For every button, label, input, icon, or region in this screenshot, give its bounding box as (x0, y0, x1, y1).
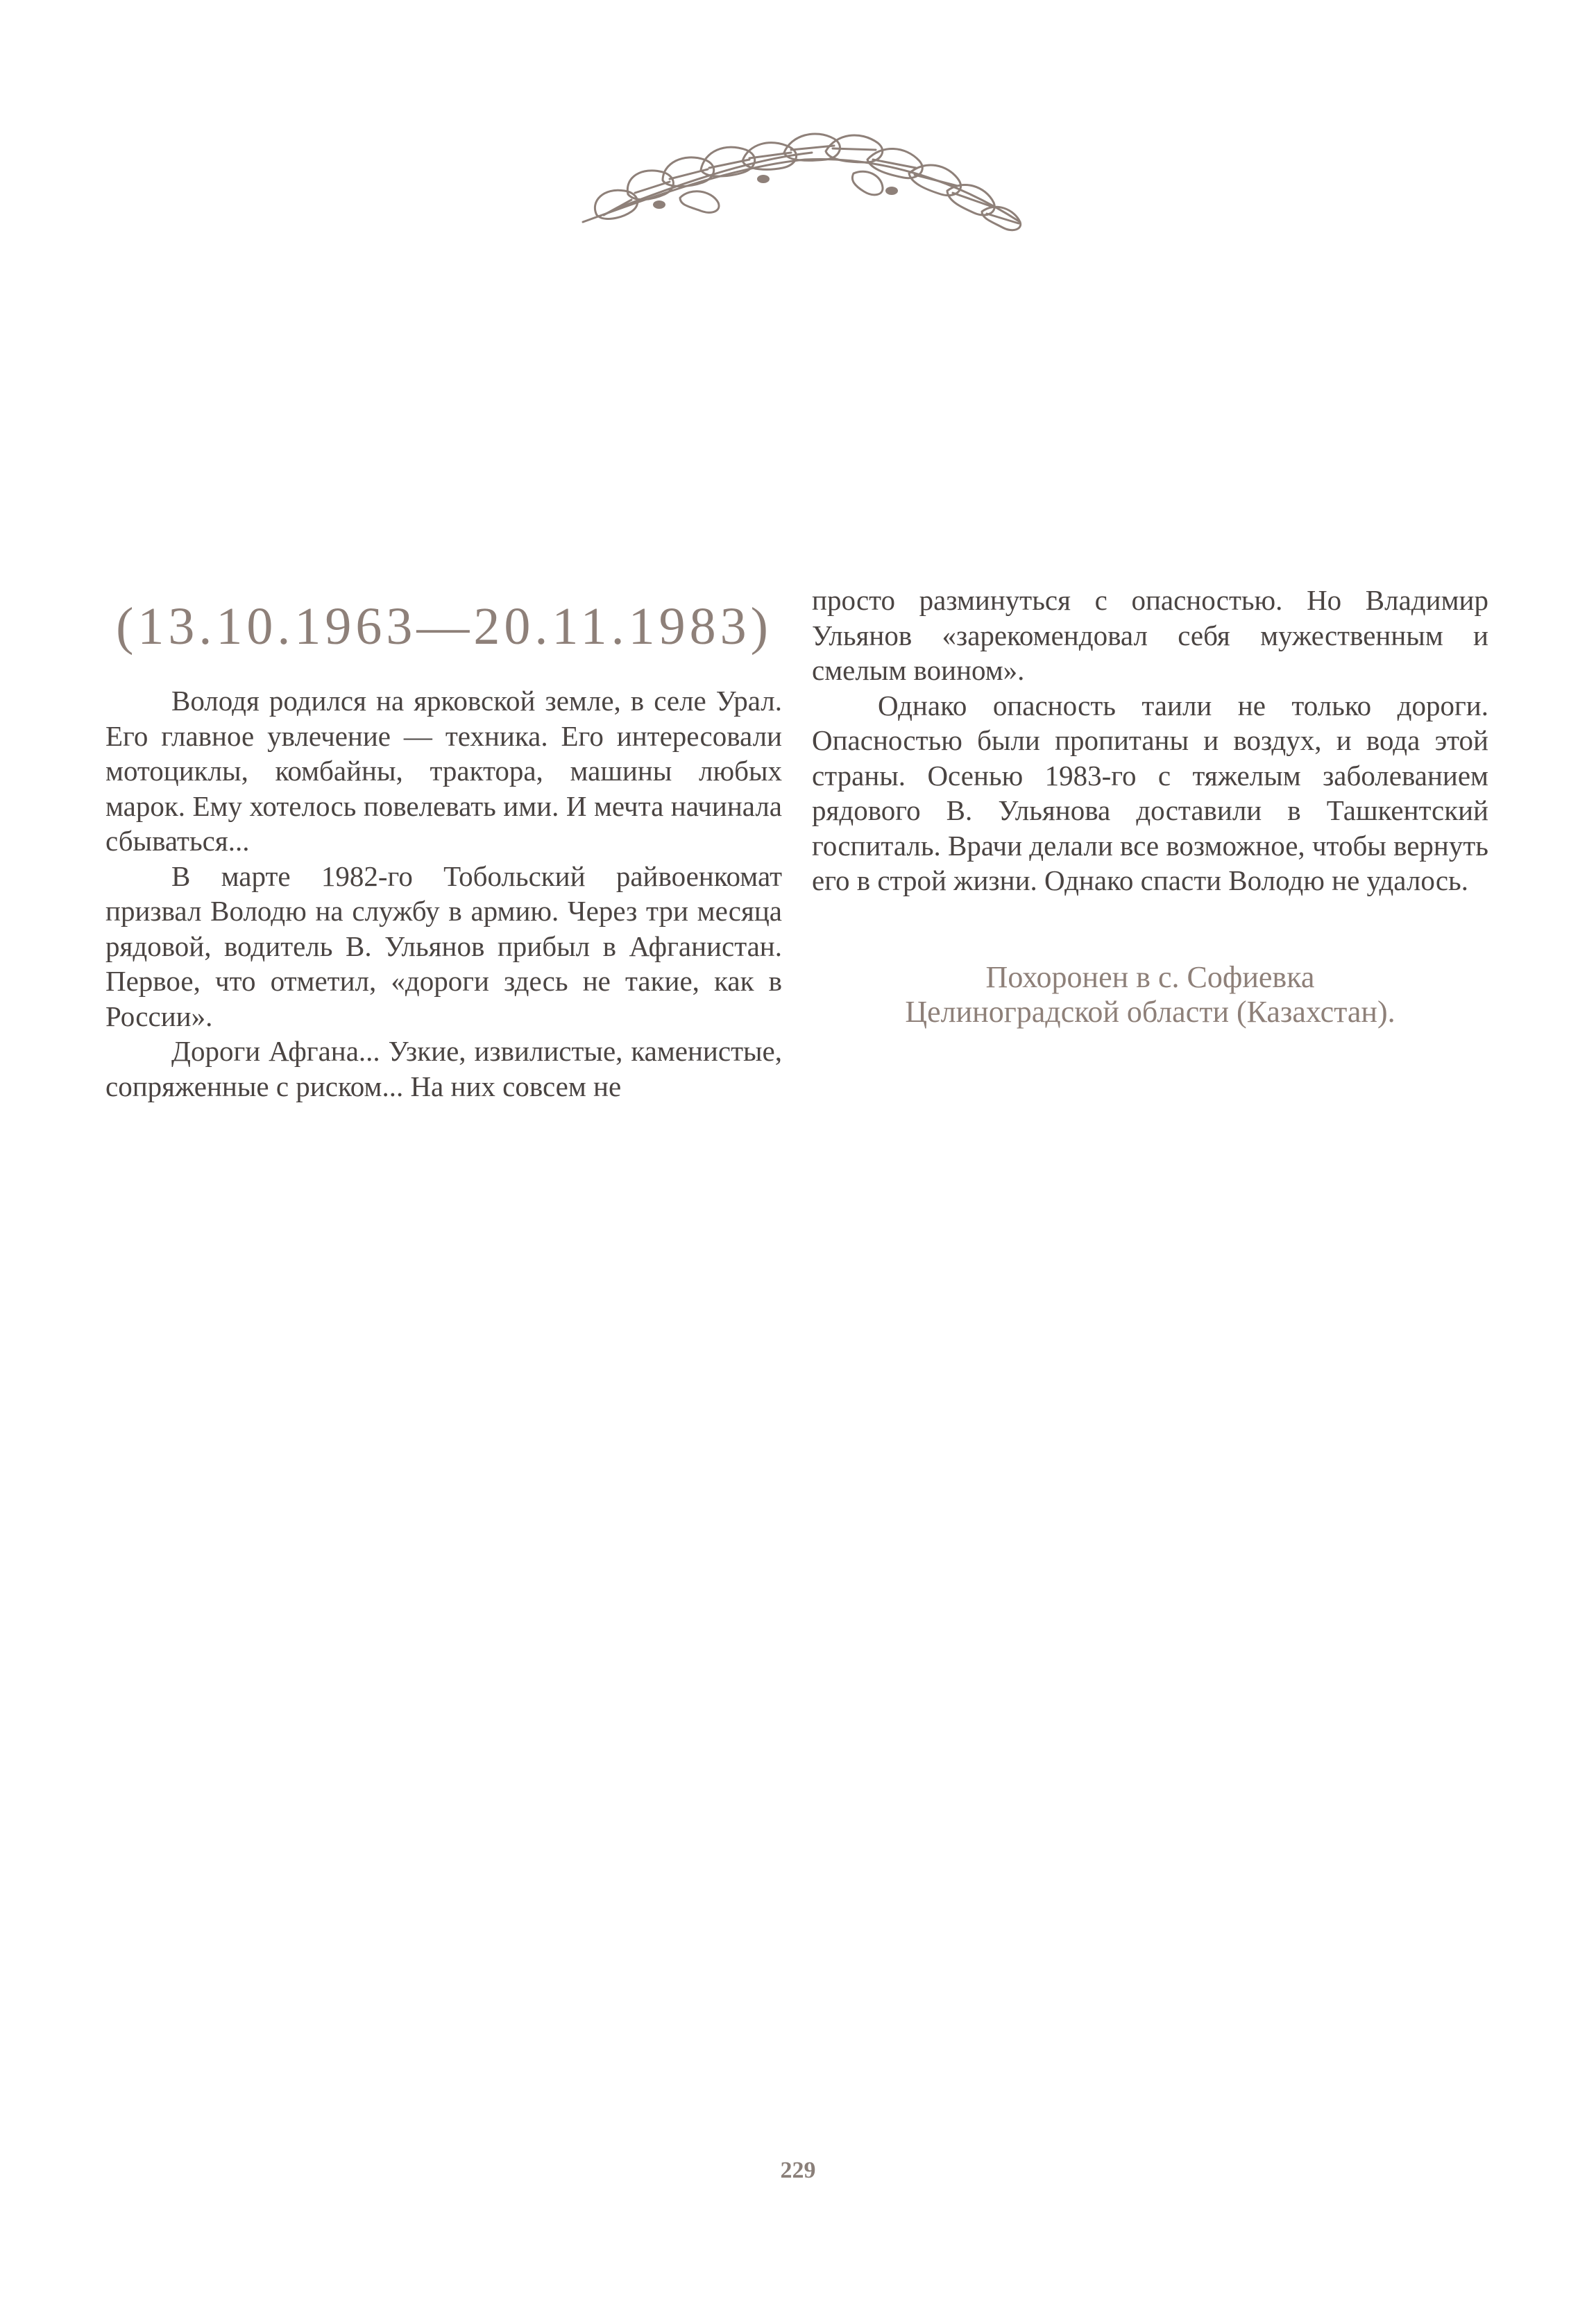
burial-place (812, 960, 1488, 1029)
paragraph: Дороги Афгана... Узкие, извилистые, каменистые, сопряженные с риском... На них совсем не (105, 1035, 782, 1102)
paragraph: Володя родился на ярковской земле, в селе Урал. Его главное увлечение — техника. Его интересовали мотоциклы, комбайны, трактора, машины любых марок. Ему хотелось повелевать ими. И мечта начинала сбываться... (105, 685, 782, 857)
left-column (105, 683, 782, 1104)
right-column (812, 583, 1488, 898)
life-dates-heading: (13.10.1963—20.11.1983) (116, 597, 772, 656)
page-number: 229 (780, 2158, 816, 2183)
burial-line: Целиноградской области (Казахстан). (905, 995, 1395, 1029)
burial-line: Похоронен в с. Софиевка (985, 960, 1315, 994)
paragraph: В марте 1982-го Тобольский райвоенкомат призвал Володю на службу в армию. Через три месяца рядовой, водитель В. Ульянов прибыл в Афганистан. Первое, что отметил, «дороги здесь не такие, как в России». (105, 860, 782, 1032)
paragraph: Однако опасность таили не только дороги. Опасностью были пропитаны и воздух, и вода этой страны. Осенью 1983-го с тяжелым заболеванием рядового В. Ульянова доставили в Ташкентский госпиталь. Врачи делали все возможное, чтобы вернуть его в строй жизни. Однако спасти Володю не удалось. (812, 689, 1488, 896)
paragraph: просто разминуться с опасностью. Но Владимир Ульянов «зарекомендовал себя мужественным и смелым воином». (812, 584, 1488, 686)
oak-branch-icon (576, 118, 1027, 239)
